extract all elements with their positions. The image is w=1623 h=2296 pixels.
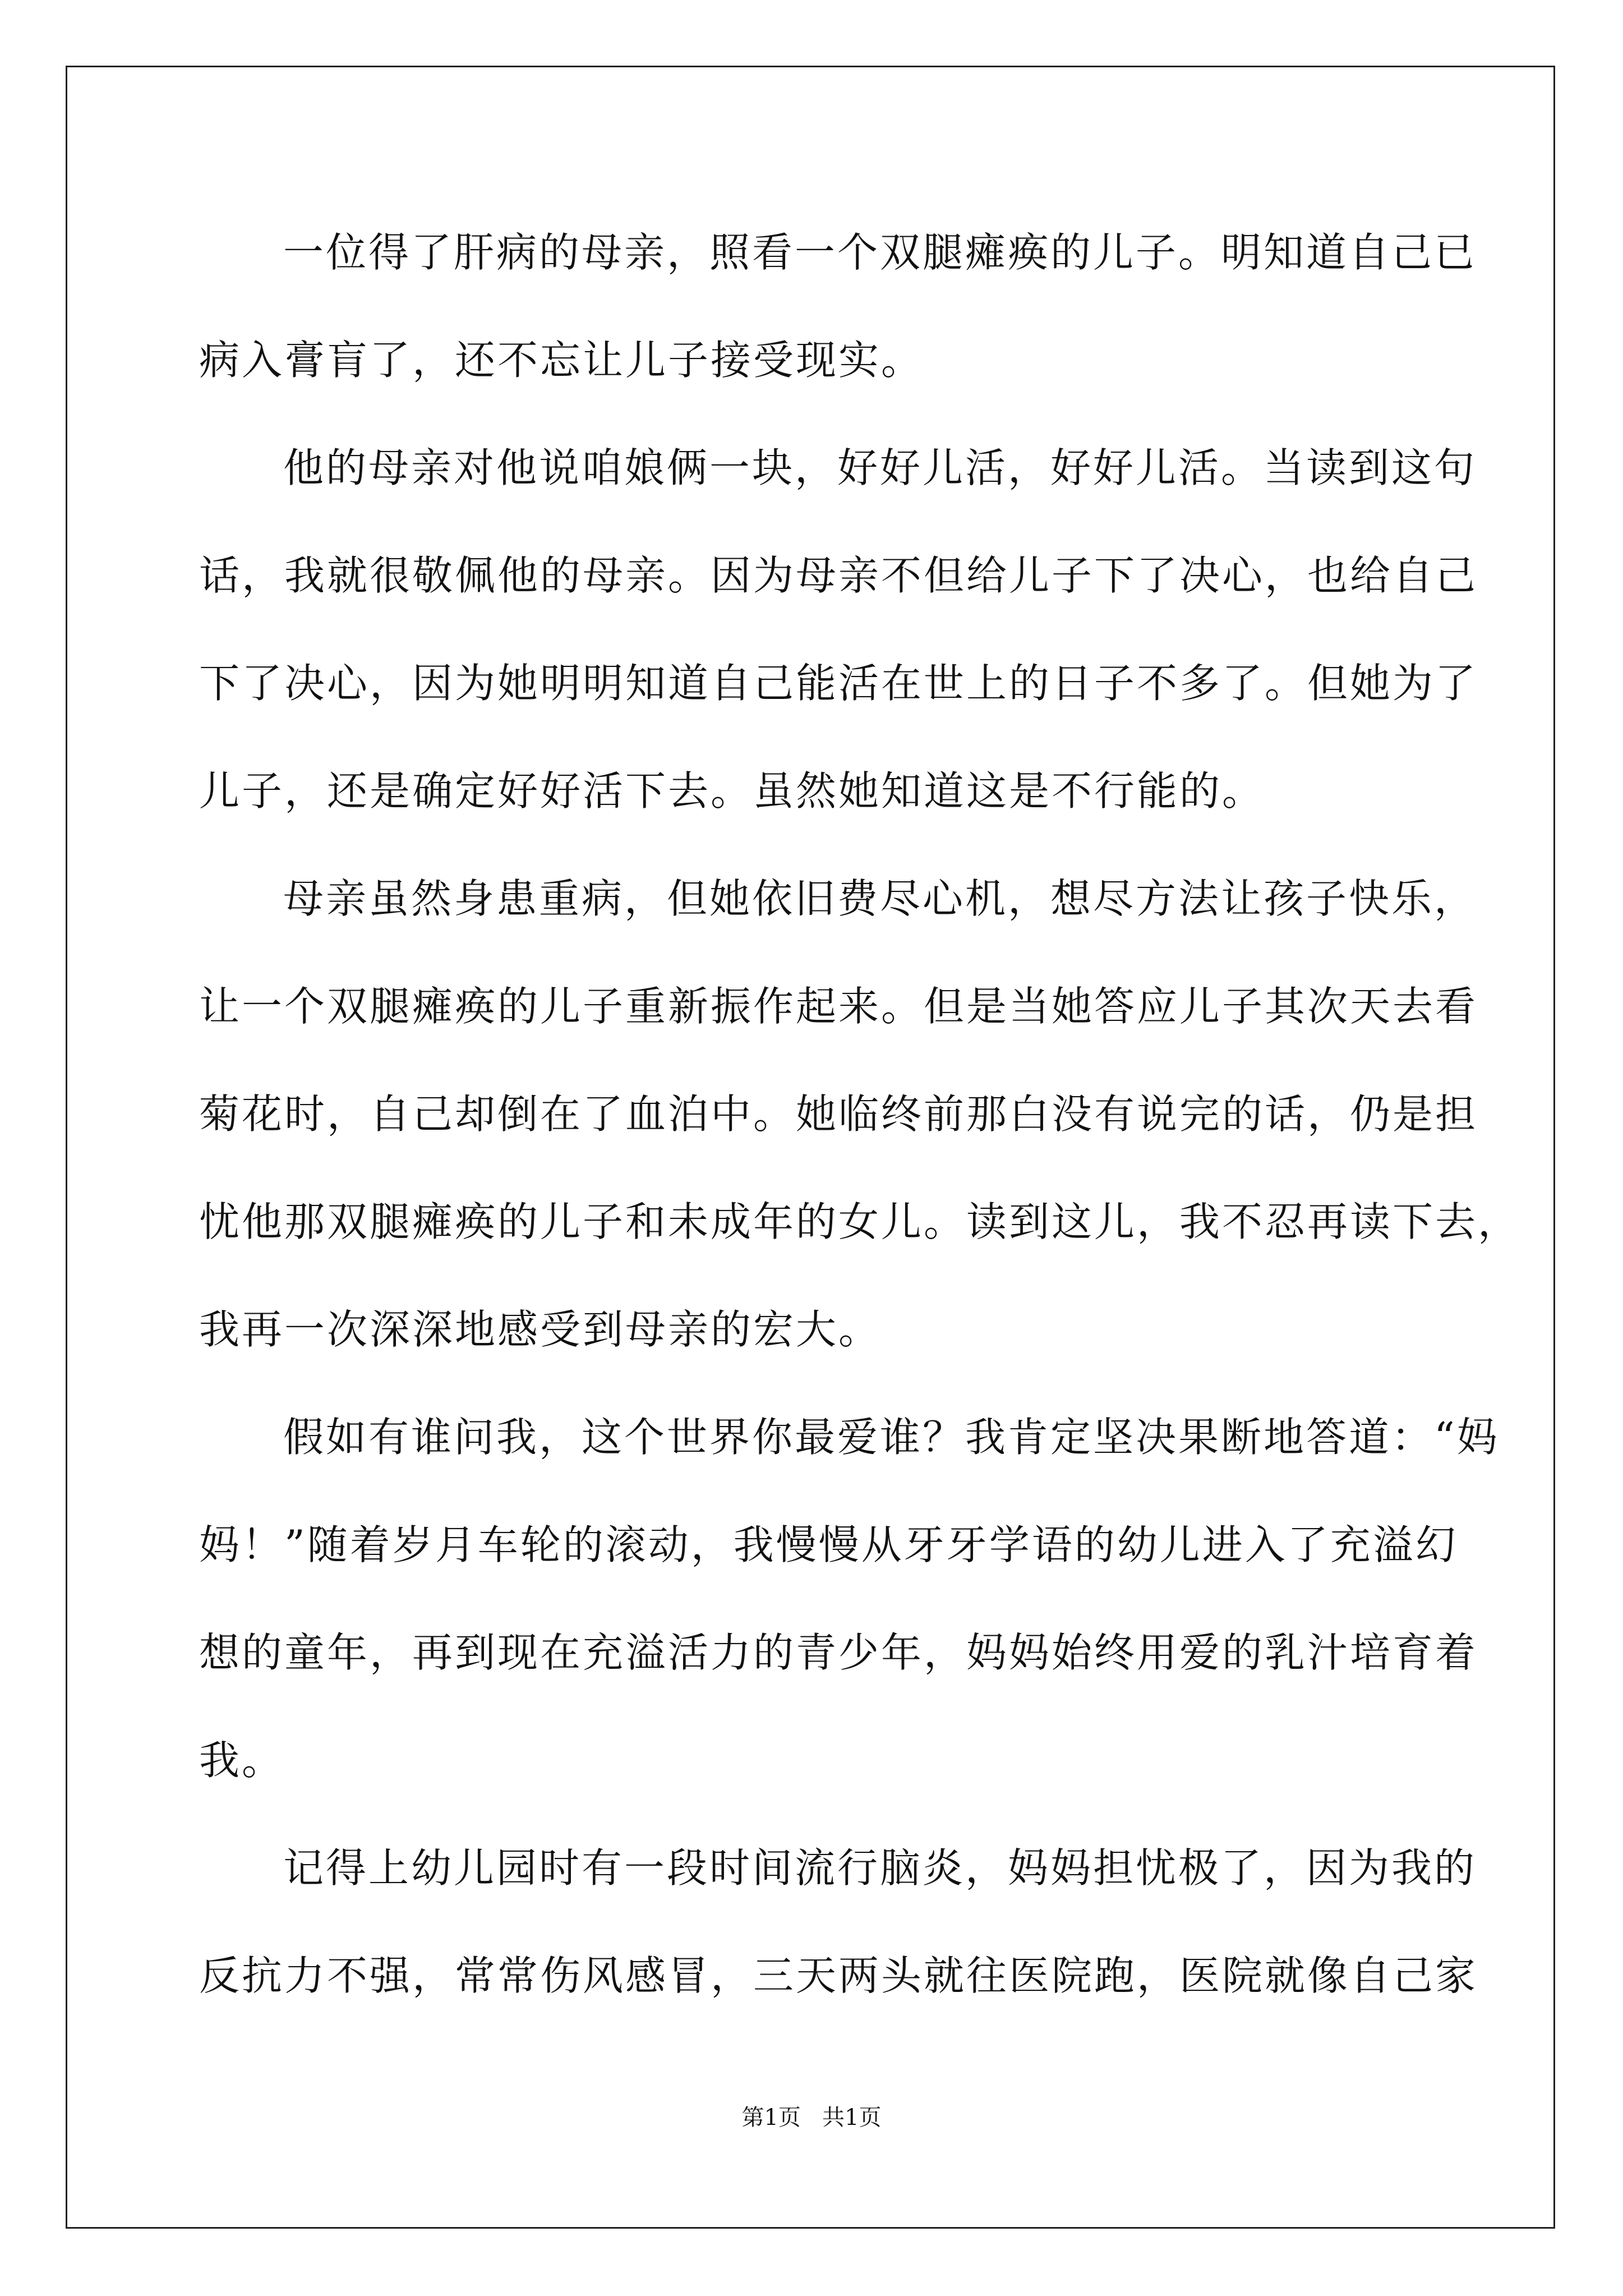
text-line: 反抗力不强，常常伤风感冒，三天两头就往医院跑，医院就像自己家: [199, 1952, 1478, 1999]
text-line: 让一个双腿瘫痪的儿子重新振作起来。但是当她答应儿子其次天去看: [199, 983, 1478, 1030]
text-line: 他的母亲对他说咱娘俩一块，好好儿活，好好儿活。当读到这句: [283, 444, 1477, 491]
text-line: 母亲虽然身患重病，但她依旧费尽心机，想尽方法让孩子快乐，: [283, 875, 1477, 922]
text-line: 忧他那双腿瘫痪的儿子和未成年的女儿。读到这儿，我不忍再读下去，: [199, 1198, 1521, 1245]
text-line: 假如有谁问我，这个世界你最爱谁？我肯定坚决果断地答道：“妈: [283, 1414, 1500, 1461]
text-line: 话，我就很敬佩他的母亲。因为母亲不但给儿子下了决心，也给自己: [199, 552, 1478, 599]
text-line: 菊花时，自己却倒在了血泊中。她临终前那白没有说完的话，仍是担: [199, 1091, 1478, 1138]
text-line: 儿子，还是确定好好活下去。虽然她知道这是不行能的。: [199, 767, 1265, 815]
text-line: 下了决心，因为她明明知道自己能活在世上的日子不多了。但她为了: [199, 660, 1478, 707]
text-line: 我。: [199, 1737, 285, 1784]
text-line: 病入膏肓了，还不忘让儿子接受现实。: [199, 337, 924, 384]
text-line: 记得上幼儿园时有一段时间流行脑炎，妈妈担忧极了，因为我的: [283, 1844, 1477, 1892]
text-line: 一位得了肝病的母亲，照看一个双腿瘫痪的儿子。明知道自己已: [283, 229, 1477, 276]
text-line: 我再一次深深地感受到母亲的宏大。: [199, 1306, 882, 1353]
document-body: [199, 219, 1521, 2050]
text-line: 妈！”随着岁月车轮的滚动，我慢慢从牙牙学语的幼儿进入了充溢幻: [199, 1521, 1458, 1568]
page-footer: 第1页 共1页: [741, 2105, 882, 2131]
text-line: 想的童年，再到现在充溢活力的青少年，妈妈始终用爱的乳汁培育着: [199, 1629, 1478, 1676]
